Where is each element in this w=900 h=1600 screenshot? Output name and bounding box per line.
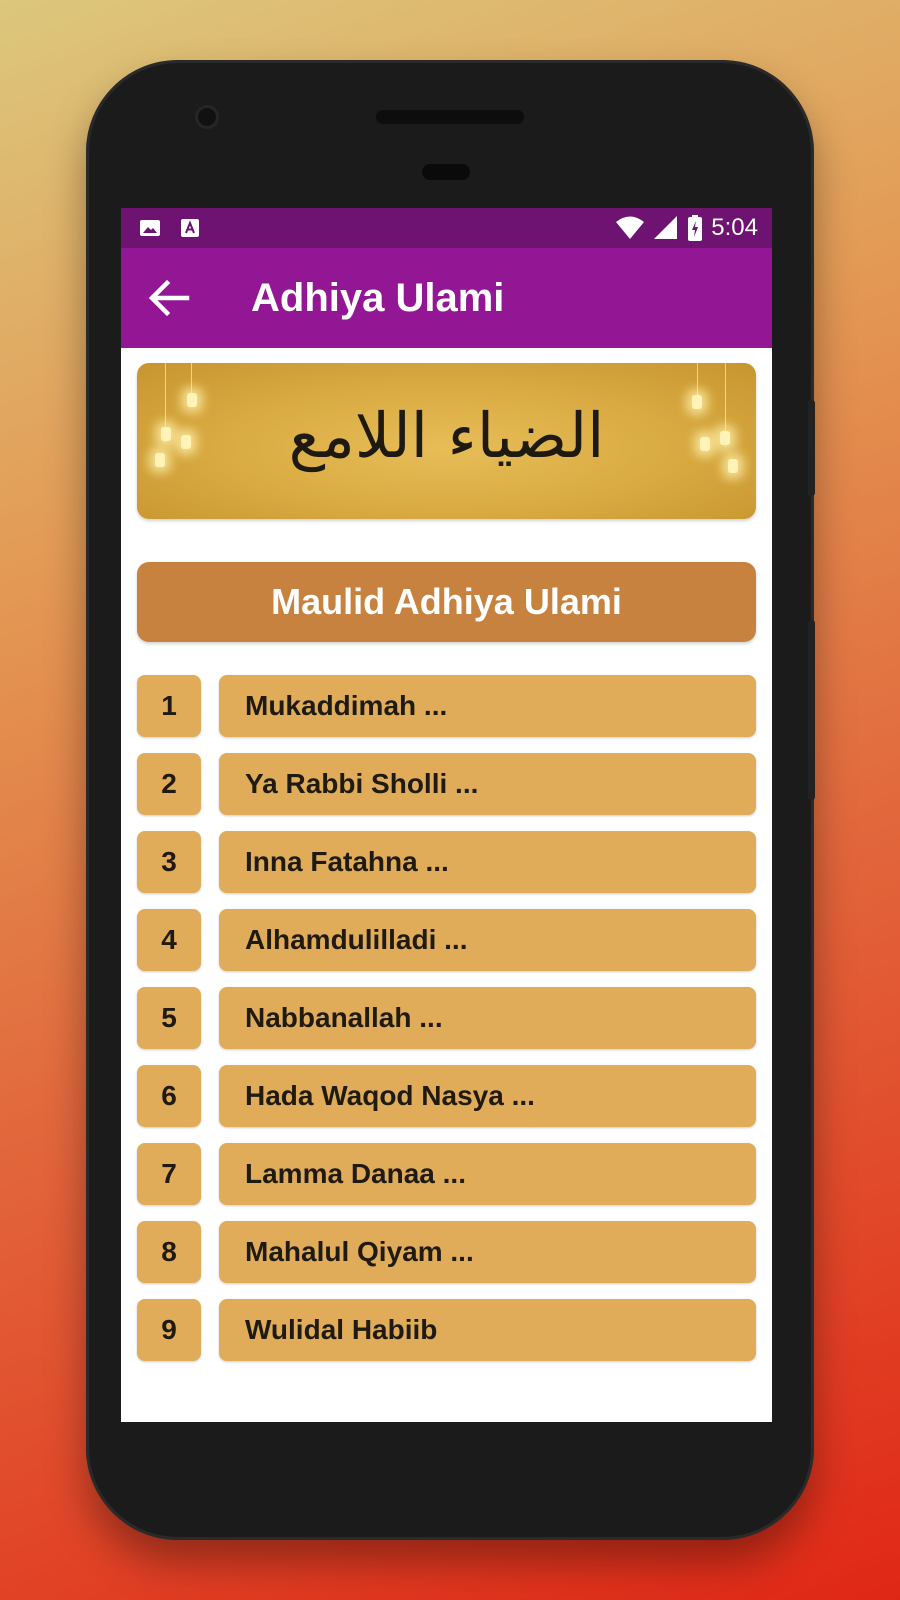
- list-item[interactable]: [137, 987, 756, 1049]
- item-title[interactable]: Alhamdulilladi ...: [219, 909, 756, 971]
- app-bar: [121, 248, 772, 348]
- page-title: Adhiya Ulami: [251, 276, 505, 320]
- item-number: 1: [137, 675, 201, 737]
- section-title: Maulid Adhiya Ulami: [271, 581, 622, 622]
- item-title[interactable]: Hada Waqod Nasya ...: [219, 1065, 756, 1127]
- earpiece-speaker: [376, 110, 524, 124]
- phone-screen: [121, 208, 772, 1422]
- item-title[interactable]: Inna Fatahna ...: [219, 831, 756, 893]
- list-item[interactable]: [137, 1143, 756, 1205]
- power-button: [808, 400, 815, 496]
- back-arrow-icon[interactable]: [147, 278, 191, 318]
- main-content: [121, 363, 772, 1361]
- item-number: 2: [137, 753, 201, 815]
- banner-image: [137, 363, 756, 519]
- image-icon: [139, 218, 161, 238]
- item-title[interactable]: Ya Rabbi Sholli ...: [219, 753, 756, 815]
- front-camera: [198, 108, 216, 126]
- proximity-sensor: [422, 164, 470, 180]
- volume-button: [808, 620, 815, 800]
- signal-icon: [653, 215, 679, 241]
- item-title[interactable]: Wulidal Habiib: [219, 1299, 756, 1361]
- item-number: 4: [137, 909, 201, 971]
- wifi-icon: [615, 215, 645, 241]
- item-number: 8: [137, 1221, 201, 1283]
- item-number: 5: [137, 987, 201, 1049]
- list-item[interactable]: [137, 831, 756, 893]
- lantern-string: [697, 363, 698, 397]
- item-title[interactable]: Mahalul Qiyam ...: [219, 1221, 756, 1283]
- item-number: 3: [137, 831, 201, 893]
- clock-time: 5:04: [711, 214, 758, 241]
- item-title[interactable]: Nabbanallah ...: [219, 987, 756, 1049]
- item-number: 9: [137, 1299, 201, 1361]
- item-title[interactable]: Lamma Danaa ...: [219, 1143, 756, 1205]
- list-item[interactable]: [137, 1065, 756, 1127]
- list-item[interactable]: [137, 675, 756, 737]
- item-number: 7: [137, 1143, 201, 1205]
- a-icon: [179, 218, 201, 238]
- list-item[interactable]: [137, 1299, 756, 1361]
- item-number: 6: [137, 1065, 201, 1127]
- phone-frame: [86, 60, 814, 1540]
- lantern-string: [191, 363, 192, 393]
- list-item[interactable]: [137, 909, 756, 971]
- chapter-list: [137, 675, 756, 1361]
- battery-icon: [687, 214, 703, 242]
- item-title[interactable]: Mukaddimah ...: [219, 675, 756, 737]
- list-item[interactable]: [137, 1221, 756, 1283]
- status-bar: [121, 208, 772, 248]
- banner-arabic-title: الضياء اللامع: [288, 399, 605, 472]
- section-header: [137, 562, 756, 642]
- list-item[interactable]: [137, 753, 756, 815]
